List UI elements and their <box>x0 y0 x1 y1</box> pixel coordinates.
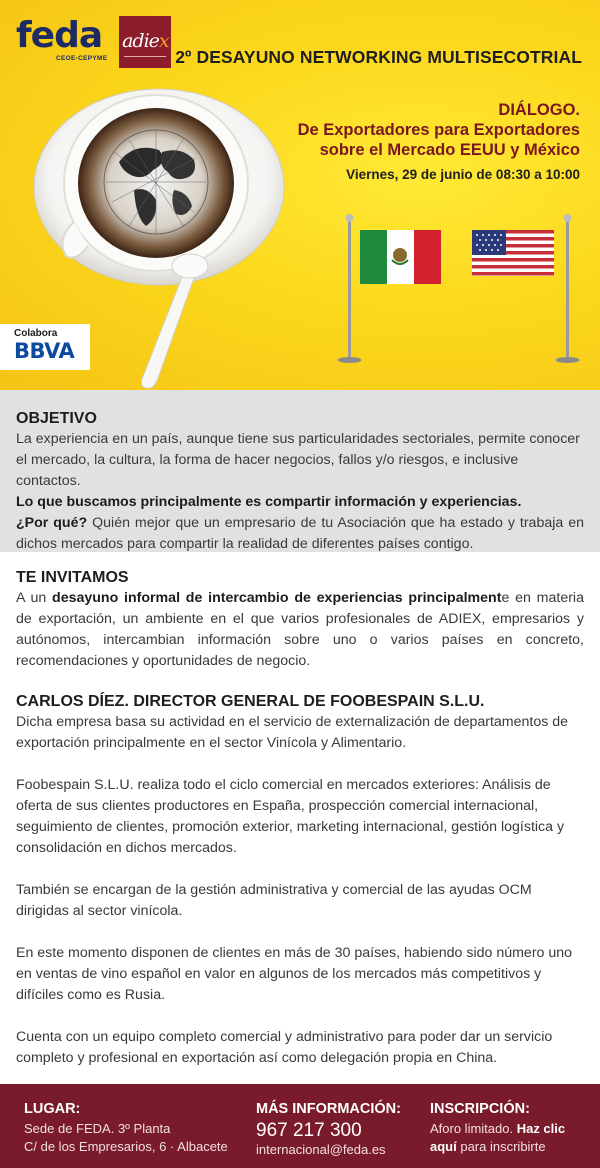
event-subtitle-line1: DIÁLOGO. <box>498 101 580 119</box>
invitamos-bold: desayuno informal de intercambio de experiencias principalment <box>52 590 502 606</box>
objetivo-highlight: Lo que buscamos principalmente es compartir información y experiencias. <box>16 494 522 510</box>
speaker-paragraph: Cuenta con un equipo completo comercial y administrativo para poder dar un servicio completo y profesional en exportación así como delegación propia en China. <box>16 1029 553 1066</box>
adiex-logo[interactable] <box>119 16 171 68</box>
objetivo-section <box>0 390 600 552</box>
inscripcion-title: INSCRIPCIÓN: <box>430 1101 530 1117</box>
feda-logo[interactable] <box>16 15 108 62</box>
inscripcion-line2 <box>430 1138 565 1156</box>
speaker-paragraph: Dicha empresa basa su actividad en el servicio de externalización de departamentos de exportación principalmente en el sector Vinícola y Alimentario. <box>16 714 569 751</box>
speaker-paragraph: En este momento disponen de clientes en más de 30 países, habiendo sido número uno en ventas de vino español en valor en algunos de los mercados más competitivos y difíciles como es Rusia. <box>16 945 573 1003</box>
event-subtitle-line2: De Exportadores para Exportadores <box>297 121 580 139</box>
lugar-line2: C/ de los Empresarios, 6 · Albacete <box>24 1139 228 1154</box>
mexico-flag-icon <box>360 230 441 284</box>
event-subtitle <box>298 100 580 160</box>
speaker-paragraph: Foobespain S.L.U. realiza todo el ciclo comercial en mercados exteriores: Análisis de oferta de sus clientes productores en España, prospección comercial internacional, seguimiento de clientes, promoción exterior, marketing internacional, gestión logística y consolidación en dichos mercados. <box>16 777 565 856</box>
bbva-logo: BBVA <box>14 339 75 363</box>
speaker-section <box>16 692 584 1090</box>
footer-inscripcion <box>430 1100 565 1156</box>
speaker-paragraph: También se encargan de la gestión administrativa y comercial de las ayudas OCM dirigidas al sector vinícola. <box>16 882 532 919</box>
invitamos-text <box>16 588 584 672</box>
invitamos-title: TE INVITAMOS <box>16 569 129 586</box>
email-link[interactable]: internacional@feda.es <box>256 1142 386 1157</box>
objetivo-why-text: Quién mejor que un empresario de tu Asociación que ha estado y trabaja en dichos mercados para compartir la realidad de diferentes países contigo. <box>16 515 584 552</box>
speaker-title: CARLOS DÍEZ. DIRECTOR GENERAL DE FOOBESPAIN S.L.U. <box>16 693 485 710</box>
footer-info <box>256 1100 401 1158</box>
lugar-line1: Sede de FEDA. 3º Planta <box>24 1121 171 1136</box>
feda-logo-subtext: CEOE-CEPYME <box>56 55 108 62</box>
adiex-logo-divider <box>124 56 166 57</box>
phone-number[interactable]: 967 217 300 <box>256 1120 362 1141</box>
inscripcion-text1: Aforo limitado. <box>430 1121 517 1136</box>
event-title: 2º DESAYUNO NETWORKING MULTISECOTRIAL <box>175 47 582 67</box>
footer <box>0 1084 600 1168</box>
logo-group <box>16 15 171 68</box>
inscripcion-text2: para inscribirte <box>456 1139 546 1154</box>
inscripcion-link-part1[interactable]: Haz clic <box>516 1121 566 1136</box>
objetivo-why <box>16 513 584 555</box>
event-date: Viernes, 29 de junio de 08:30 a 10:00 <box>346 167 580 182</box>
lugar-title: LUGAR: <box>24 1101 81 1117</box>
inscripcion-line1 <box>430 1120 565 1138</box>
footer-lugar <box>24 1100 228 1156</box>
invitamos-section <box>16 568 584 672</box>
usa-flag-icon <box>472 230 554 276</box>
info-title: MÁS INFORMACIÓN: <box>256 1101 401 1117</box>
objetivo-title: OBJETIVO <box>16 410 97 427</box>
objetivo-text: La experiencia en un país, aunque tiene sus particularidades sectoriales, permite conocer el mercado, la cultura, la forma de hacer negocios, fallos y/o riesgos, e inclusive contactos. <box>16 431 580 489</box>
flags-illustration <box>330 210 590 370</box>
objetivo-why-label: ¿Por qué? <box>16 515 88 531</box>
sponsor-label: Colabora <box>14 328 58 339</box>
feda-logo-text: feda <box>16 15 103 56</box>
hero-banner <box>0 0 600 390</box>
invitamos-rest: e en materia de exportación, un ambiente en el que varios profesionales de ADIEX, empresarios y autónomos, intercambian información sobre uno o varios países en concreto, recomendaciones y oportunidades de negocio. <box>16 590 584 669</box>
event-subtitle-line3: sobre el Mercado EEUU y México <box>319 141 580 159</box>
adiex-logo-text: adiex <box>122 30 169 52</box>
inscripcion-link-part2[interactable]: aquí <box>430 1139 457 1154</box>
invitamos-lead: A un <box>16 590 53 606</box>
sponsor-box[interactable] <box>0 324 90 370</box>
